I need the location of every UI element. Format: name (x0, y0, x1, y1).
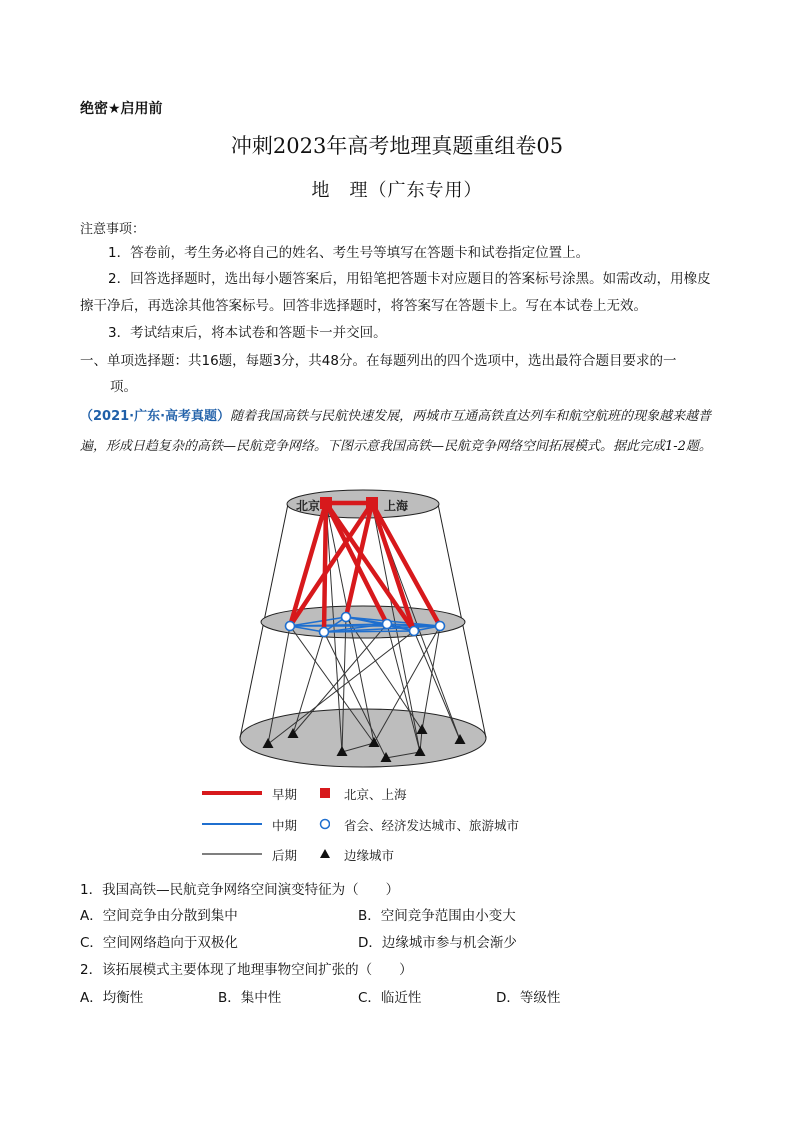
early-link (324, 503, 326, 632)
exam-title: 冲刺2023年高考地理真题重组卷05 (230, 134, 564, 158)
secret-label: 绝密★启用前 (80, 101, 163, 117)
label-beijing: 北京 (296, 499, 321, 513)
cone-outline (240, 490, 486, 767)
question-2-stem: 2．该拓展模式主要体现了地理事物空间扩张的（ ） (80, 962, 413, 978)
section-heading: 一、单项选择题：共16题，每题3分，共48分。在每题列出的四个选项中，选出最符合题目要求的一 (80, 353, 677, 369)
legend-middle-label: 中期 (272, 818, 298, 833)
middle-city-circle (436, 622, 445, 631)
middle-city-circle (410, 627, 419, 636)
question-2-option-d: D．等级性 (496, 990, 561, 1006)
section-heading-continued: 项。 (110, 379, 137, 395)
hub-city-square (366, 497, 378, 509)
legend-square-icon (320, 788, 330, 798)
legend-late-label: 后期 (272, 848, 298, 863)
network-diagram (190, 486, 530, 776)
question-1-option-c: C．空间网络趋向于双极化 (80, 935, 238, 951)
label-shanghai: 上海 (384, 499, 409, 513)
intro-text: 随着我国高铁与民航快速发展，两城市互通高铁直达列车和航空航班的现象越来越普遍，形成日趋复杂的高铁—民航竞争网络。下图示意我国高铁—民航竞争网络空间拓展模式。据此完成1-2题。 (80, 409, 712, 454)
legend-symbols (200, 786, 330, 866)
middle-city-circle (286, 622, 295, 631)
question-2-option-b: B．集中性 (218, 990, 282, 1006)
question-1-option-a: A．空间竞争由分散到集中 (80, 908, 238, 924)
middle-city-circle (342, 613, 351, 622)
note-item-3: 3．考试结束后，将本试卷和答题卡一并交回。 (108, 325, 387, 341)
note-item-1: 1．答卷前，考生务必将自己的姓名、考生号等填写在答题卡和试卷指定位置上。 (108, 245, 590, 261)
legend-early-desc: 北京、上海 (344, 787, 407, 802)
hub-city-square (320, 497, 332, 509)
legend-late-desc: 边缘城市 (344, 848, 395, 863)
notes-heading: 注意事项： (80, 222, 146, 237)
middle-city-circle (320, 628, 329, 637)
legend-middle-desc: 省会、经济发达城市、旅游城市 (344, 818, 520, 833)
question-1-option-b: B．空间竞争范围由小变大 (358, 908, 516, 924)
question-1-option-d: D．边缘城市参与机会渐少 (358, 935, 517, 951)
question-source: （2021·广东·高考真题） (80, 409, 231, 424)
question-2-option-a: A．均衡性 (80, 990, 144, 1006)
question-1-stem: 1．我国高铁—民航竞争网络空间演变特征为（ ） (80, 882, 400, 898)
middle-city-circle (383, 620, 392, 629)
legend-triangle-icon (320, 849, 330, 858)
note-item-2: 2．回答选择题时，选出每小题答案后，用铅笔把答题卡对应题目的答案标号涂黑。如需改动，用橡皮擦干净后，再选涂其他答案标号。回答非选择题时，将答案写在答题卡上。写在本试卷上无效。 (80, 271, 711, 314)
question-2-option-c: C．临近性 (358, 990, 422, 1006)
legend-early-label: 早期 (272, 787, 298, 802)
legend-circle-icon (321, 820, 330, 829)
question-intro (80, 402, 722, 462)
exam-subtitle: 地 理（广东专用） (311, 180, 483, 201)
